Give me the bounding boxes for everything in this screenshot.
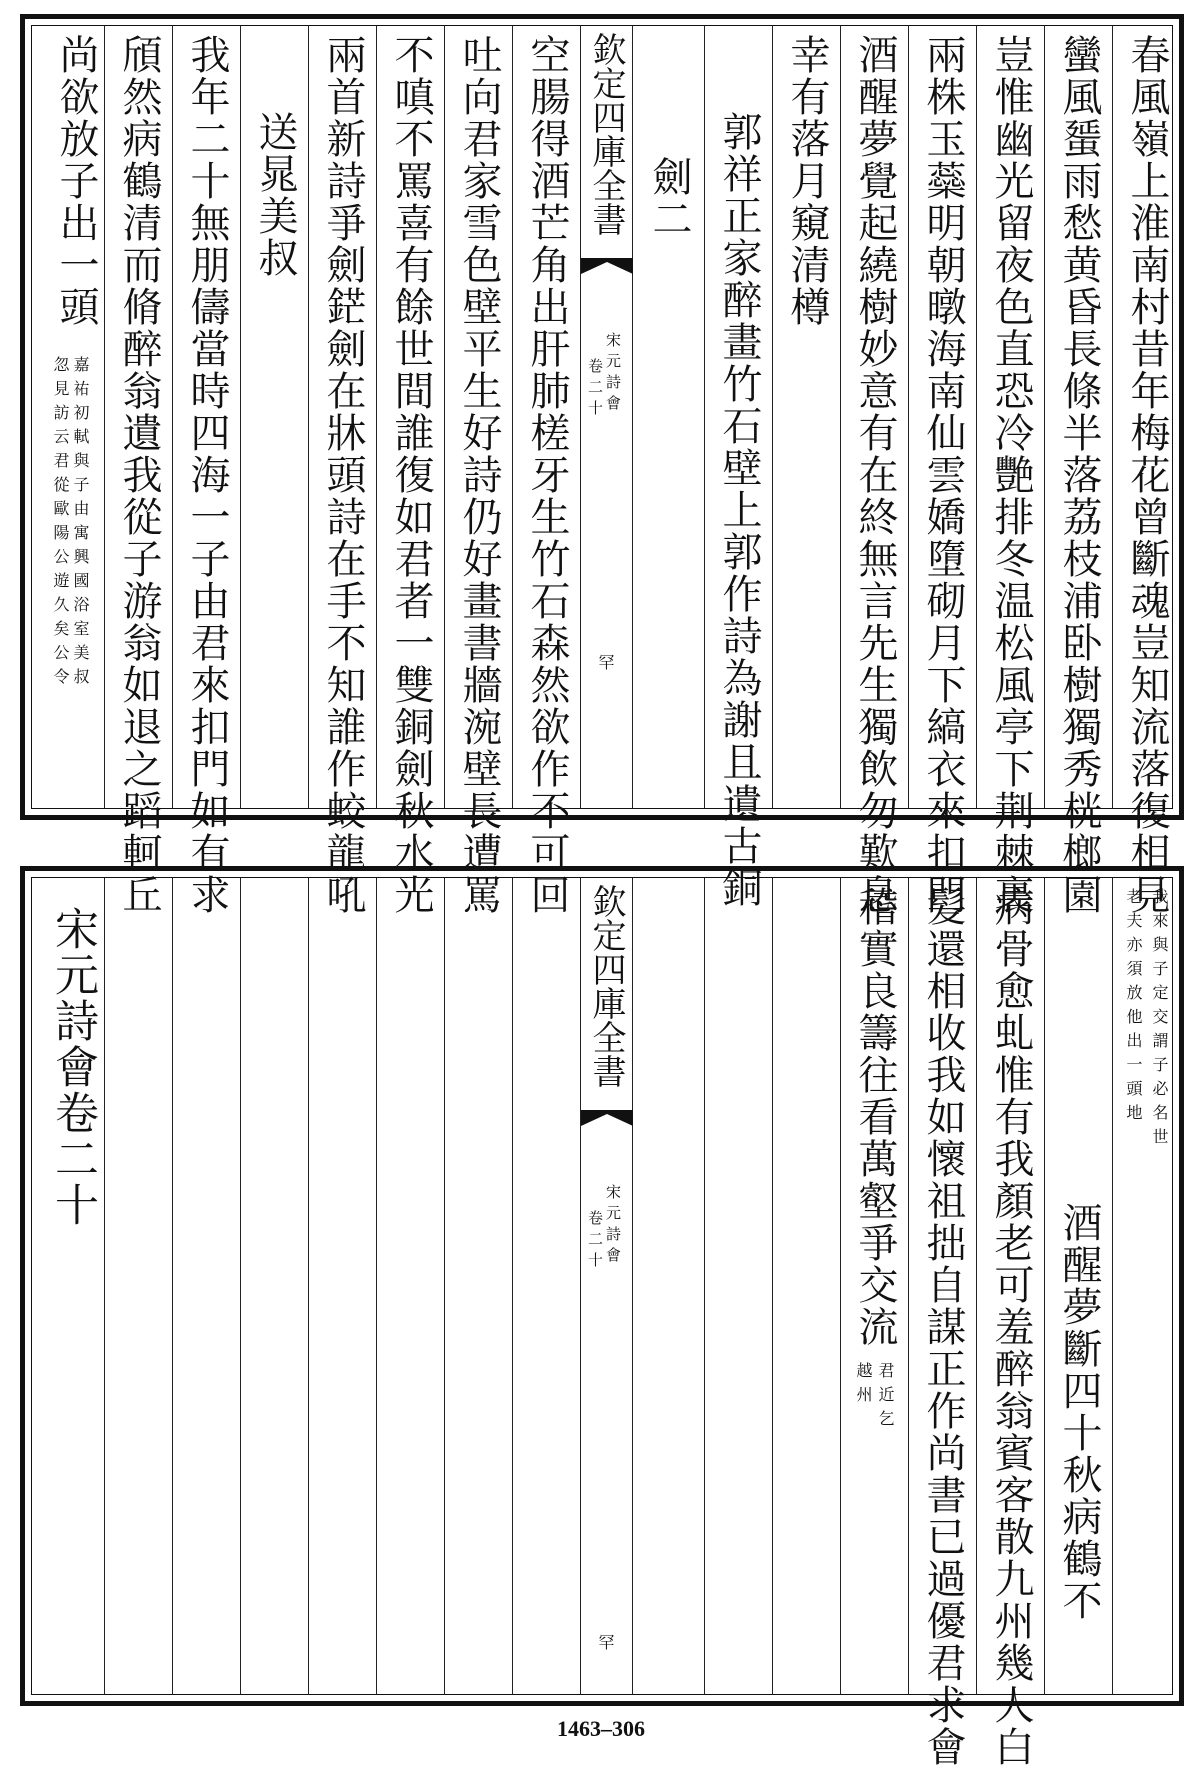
text-column: [1045, 878, 1113, 1694]
text-column: [1045, 26, 1113, 916]
poem-line: 吐向君家雪色壁平生好詩仍好畫書牆涴壁長遭罵: [456, 34, 502, 916]
text-column: [977, 878, 1045, 1768]
annotation: 越州: [854, 1362, 873, 1410]
column-rule: [172, 878, 173, 1694]
column-rule: [512, 878, 513, 1694]
column-rule: [376, 878, 377, 1694]
text-column: [241, 26, 309, 808]
poem-line: 兩首新詩爭劍鋩劍在牀頭詩在手不知誰作蛟龍吼: [320, 34, 366, 916]
text-column: [773, 26, 841, 808]
text-column: [977, 26, 1045, 916]
column-rule: [240, 878, 241, 1694]
poem-line: 尚欲放子出一頭: [53, 34, 99, 328]
top-page: [20, 14, 1184, 916]
poem-line: 頎然病鶴清而脩醉翁遺我從子游翁如退之蹈軻丘: [116, 34, 162, 916]
text-column: [909, 878, 977, 1768]
poem-line: 兩株玉蘂明朝暾海南仙雲嬌墮砌月下縞衣來扣門: [920, 34, 966, 916]
poem-line: 豈惟幽光留夜色直恐冷艷排冬温松風亭下荆棘裏: [988, 34, 1034, 916]
fold-label: [581, 26, 633, 808]
poem-title-cont: 劍二: [646, 156, 692, 240]
column-rule: [444, 878, 445, 1694]
text-column: [841, 26, 909, 916]
poem-line: 酒醒夢斷四十秋病鶴不: [1056, 1202, 1102, 1622]
poem-line: 髪還相收我如懷祖拙自謀正作尚書已過優君求會: [920, 886, 966, 1768]
page-number: 罕: [596, 1634, 615, 1650]
annotation: 嘉祐初軾與子由寓興國浴室美叔: [71, 356, 90, 692]
poem-line: 酒醒夢覺起繞樹妙意有在終無言先生獨飲勿歎息: [852, 34, 898, 916]
column-rule: [772, 878, 773, 1694]
fishtail-mark: [581, 258, 633, 274]
annotation: 君近乞: [876, 1362, 895, 1434]
volume-end-title: 宋元詩會卷二十: [47, 906, 98, 1228]
poem-line: 病骨愈虬惟有我顏老可羞醉翁賓客散九州幾人白: [988, 886, 1034, 1768]
text-column: [705, 26, 773, 909]
column-rule: [704, 878, 705, 1694]
text-column: [633, 26, 704, 808]
text-column: [841, 878, 909, 1694]
page-number: 罕: [596, 654, 615, 670]
book-subtitle: 宋元詩會: [604, 1184, 622, 1268]
poem-line: 不嗔不罵喜有餘世間誰復如君者一雙銅劍秋水光: [388, 34, 434, 916]
poem-title: 郭祥正家醉畫竹石壁上郭作詩為謝且遺古銅: [716, 111, 762, 909]
volume-label: 卷二十: [586, 1210, 604, 1273]
poem-line: 我年二十無朋儔當時四海一子由君來扣門如有求: [184, 34, 230, 916]
text-column: [105, 26, 173, 916]
book-title: 欽定四庫全書: [586, 884, 626, 1088]
column-rule: [104, 878, 105, 1694]
text-column: [309, 26, 377, 916]
column-rule: [308, 878, 309, 1694]
poem-line: 蠻風蜑雨愁黄昏長條半落荔枝浦卧樹獨秀桄榔園: [1056, 34, 1102, 916]
annotation: 老夫亦須放他出一頭地: [1124, 888, 1143, 1128]
text-column: [173, 26, 241, 916]
fold-label: [581, 878, 633, 1694]
text-column: [36, 878, 104, 1694]
poem-title: 送晁美叔: [252, 111, 298, 279]
page-code: 1463–306: [557, 1716, 645, 1741]
annotation: 忽見訪云君從歐陽公遊久矣公令: [51, 356, 70, 692]
annotation: 我來與子定交謂子必名世: [1150, 888, 1169, 1152]
volume-label: 卷二十: [586, 358, 604, 421]
book-subtitle: 宋元詩會: [604, 332, 622, 416]
text-column: [513, 26, 581, 916]
text-column: [1113, 878, 1181, 1694]
text-column: [445, 26, 513, 916]
poem-line: 空腸得酒芒角出肝肺槎牙生竹石森然欲作不可回: [524, 34, 570, 916]
text-column: [36, 26, 104, 808]
text-column: [377, 26, 445, 916]
top-page-frame: [31, 25, 1173, 916]
poem-line: 稽實良籌往看萬壑爭交流: [852, 886, 898, 1348]
poem-line: 幸有落月窺清樽: [784, 34, 830, 328]
poem-line: 春風嶺上淮南村昔年梅花曾斷魂豈知流落復相見: [1124, 34, 1170, 916]
text-column: [1113, 26, 1181, 916]
text-column: [909, 26, 977, 916]
book-title: 欽定四庫全書: [586, 32, 626, 236]
fishtail-mark: [581, 1110, 633, 1126]
